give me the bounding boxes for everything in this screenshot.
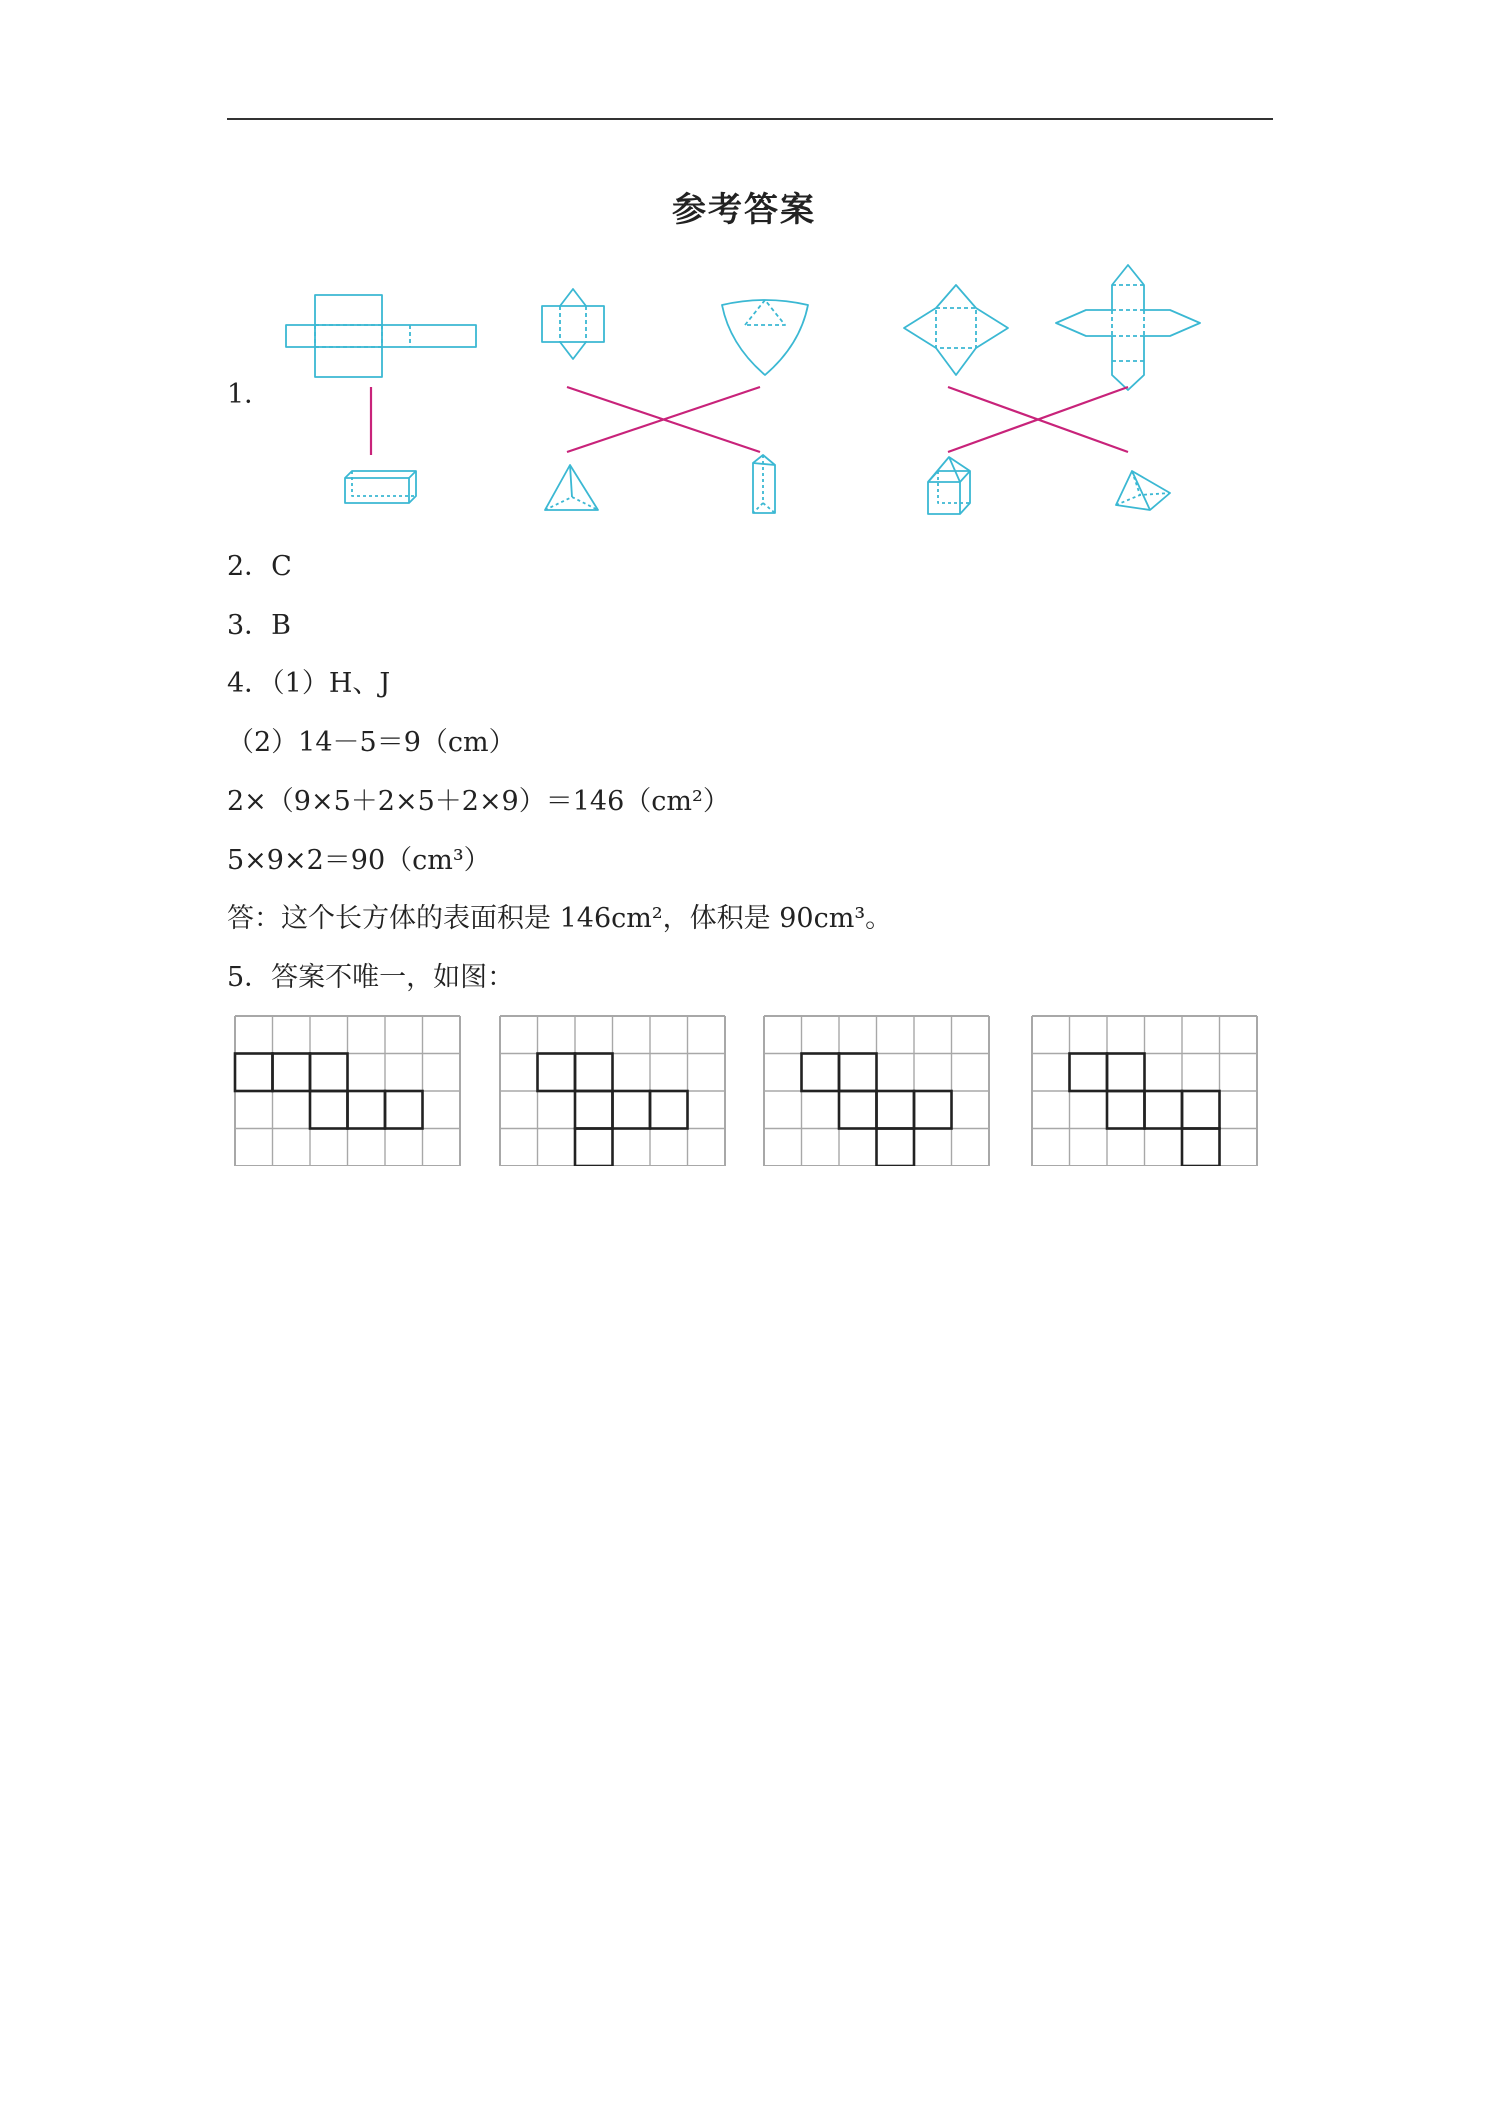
prism-solid-icon: [753, 455, 775, 513]
net-square: [650, 1091, 688, 1129]
net-square: [310, 1091, 348, 1129]
net-square: [348, 1091, 386, 1129]
prism-net-icon: [542, 289, 604, 359]
answer-q2: 2．C: [227, 551, 292, 582]
answer-q5: 5．答案不唯一，如图：: [227, 962, 515, 993]
net-square: [613, 1091, 651, 1129]
q1-matching-figure: [270, 255, 1230, 525]
net-square: [310, 1054, 348, 1092]
q5-grid-2: [498, 1014, 728, 1166]
answer-q3: 3．B: [227, 610, 292, 641]
q1-number: 1．: [227, 379, 272, 410]
net-square: [839, 1054, 877, 1092]
net-square: [273, 1054, 311, 1092]
square-pyramid-net-icon: [904, 285, 1008, 375]
page-title: 参考答案: [672, 190, 816, 230]
cross-net-icon: [1056, 265, 1200, 390]
q5-grid-1: [233, 1014, 463, 1166]
answer-q4-calc1: 2×（9×5＋2×5＋2×9）＝146（cm²）: [227, 786, 730, 817]
net-square: [1070, 1054, 1108, 1092]
net-square: [877, 1091, 915, 1129]
square-pyramid-solid-icon: [928, 457, 970, 514]
header-rule: [227, 118, 1273, 120]
net-square: [538, 1054, 576, 1092]
net-square: [1182, 1091, 1220, 1129]
net-square: [877, 1129, 915, 1167]
net-square: [1107, 1091, 1145, 1129]
cuboid-net-icon: [286, 295, 476, 377]
answer-q4-part2: （2）14－5＝9（cm）: [227, 727, 516, 758]
net-square: [1107, 1054, 1145, 1092]
tetrahedron-solid-icon: [545, 465, 598, 510]
triangular-pyramid-solid-icon: [1116, 471, 1170, 510]
pyramid-net-icon: [722, 300, 808, 375]
answer-q4-conclusion: 答：这个长方体的表面积是 146cm²，体积是 90cm³。: [227, 903, 893, 934]
net-square: [575, 1129, 613, 1167]
net-square: [839, 1091, 877, 1129]
net-square: [1145, 1091, 1183, 1129]
q5-grid-4: [1030, 1014, 1260, 1166]
net-square: [914, 1091, 952, 1129]
q5-grid-3: [762, 1014, 992, 1166]
net-square: [385, 1091, 423, 1129]
net-square: [575, 1054, 613, 1092]
answer-q4-part1: 4．（1）H、J: [227, 668, 391, 699]
cuboid-solid-icon: [345, 471, 416, 503]
net-square: [802, 1054, 840, 1092]
net-square: [235, 1054, 273, 1092]
net-square: [575, 1091, 613, 1129]
answer-q4-calc2: 5×9×2＝90（cm³）: [227, 845, 491, 876]
net-square: [1182, 1129, 1220, 1167]
